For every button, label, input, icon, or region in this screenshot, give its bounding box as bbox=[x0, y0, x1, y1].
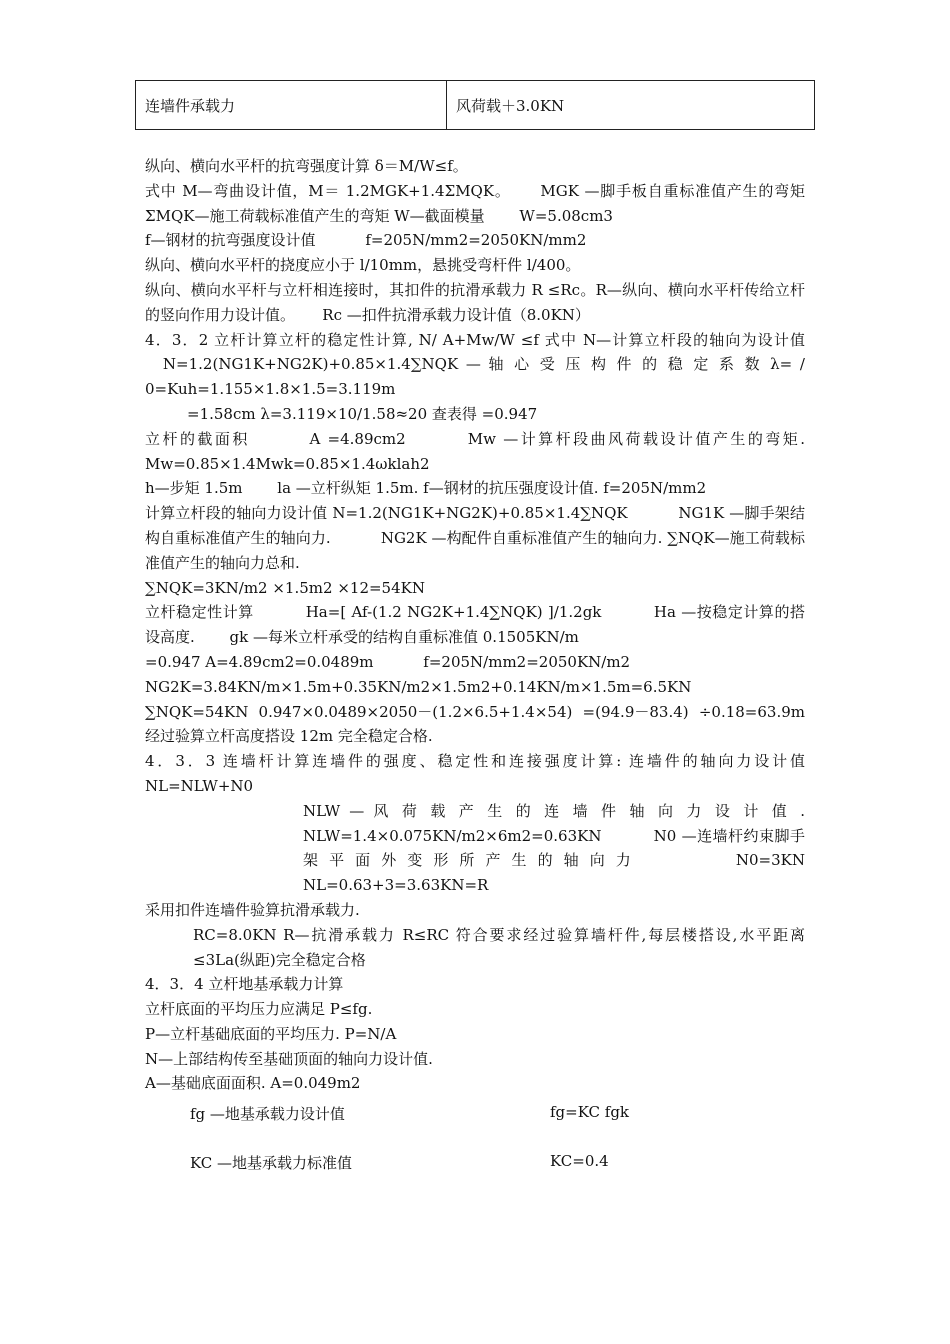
paragraph: NLW — 风 荷 载 产 生 的 连 墙 件 轴 向 力 设 计 值 . NLW=1.4×0.075KN/m2×6m2=0.63KN N0 —连墙杆约束脚手架平面外变形所产生的轴向力 N0=3KN NL=0.63+3=3.63KN=R bbox=[303, 801, 855, 895]
paragraph: 式中 M—弯曲设计值，M＝ 1.2MGK+1.4ΣMQK。 MGK —脚手板自重标准值产生的弯矩 ΣMQK—施工荷载标准值产生的弯矩 W—截面模量 W=5.08cm3 bbox=[145, 181, 805, 225]
paragraph: 纵向、横向水平杆的抗弯强度计算 δ＝M/W≤f。 bbox=[145, 157, 468, 175]
paragraph: P—立杆基础底面的平均压力. P=N/A bbox=[145, 1024, 397, 1043]
paragraph: f—钢材的抗弯强度设计值 f=205N/mm2=2050KN/mm2 bbox=[145, 231, 587, 250]
definition-label: fg —地基承载力设计值 bbox=[190, 1105, 345, 1123]
paragraph: 4．3．3 连墙杆计算连墙件的强度、稳定性和连接强度计算: 连墙件的轴向力设计值 NL=NLW+N0 bbox=[145, 752, 805, 795]
definition-row bbox=[190, 1152, 810, 1173]
definition-value: KC=0.4 bbox=[550, 1152, 609, 1170]
paragraph: NG2K=3.84KN/m×1.5m+0.35KN/m2×1.5m2+0.14KN/m×1.5m=6.5KN ∑NQK=54KN 0.947×0.0489×2050－(1.2×6.5+1.4×54) =(94.9－83.4) ÷0.18=63.9m 经过验算立杆高度搭设 12m 完全稳定合格. bbox=[145, 677, 805, 746]
table-row bbox=[136, 81, 815, 130]
section-heading: 4．3．4 立杆地基承载力计算 bbox=[145, 975, 344, 994]
paragraph: A—基础底面面积. A=0.049m2 bbox=[145, 1074, 361, 1093]
definition-label: KC —地基承载力标准值 bbox=[190, 1154, 353, 1172]
paragraph: h—步矩 1.5m la —立杆纵矩 1.5m. f—钢材的抗压强度设计值. f=205N/mm2 bbox=[145, 479, 707, 498]
paragraph: 计算立杆段的轴向力设计值 N=1.2(NG1K+NG2K)+0.85×1.4∑NQK NG1K —脚手架结构自重标准值产生的轴向力. NG2K —构配件自重标准值产生的轴向力. ∑NQK—施工荷载标准值产生的轴向力总和. bbox=[145, 504, 805, 572]
table-cell-label: 连墙件承载力 bbox=[136, 81, 447, 130]
paragraph: 立杆的截面积 A =4.89cm2 Mw —计算杆段曲风荷载设计值产生的弯矩. Mw=0.85×1.4Mwk=0.85×1.4ωklah2 bbox=[145, 429, 805, 473]
paragraph: 立杆底面的平均压力应满足 P≤fg. bbox=[145, 1000, 373, 1019]
paragraph: 纵向、横向水平杆的挠度应小于 l/10mm，悬挑受弯杆件 l/400。 bbox=[145, 256, 581, 275]
header-table bbox=[135, 80, 815, 130]
definition-value: fg=KC fgk bbox=[550, 1103, 630, 1121]
paragraph: RC=8.0KN R—抗滑承载力 R≤RC 符合要求经过验算墙杆件,每层楼搭设,水平距离≤3La(纵距)完全稳定合格 bbox=[193, 925, 805, 969]
definition-row bbox=[190, 1103, 810, 1124]
paragraph: N—上部结构传至基础顶面的轴向力设计值. bbox=[145, 1049, 433, 1068]
paragraph: 4．3．2 立杆计算立杆的稳定性计算, N/ A+Mw/W ≤f 式中 N—计算立杆段的轴向为设计值 N=1.2(NG1K+NG2K)+0.85×1.4∑NQK — 轴 心 受 压 构 件 的 稳 定 系 数 λ= / 0=Kuh=1.155×1.8×1.5=3.119m bbox=[145, 330, 805, 399]
paragraph: 纵向、横向水平杆与立杆相连接时，其扣件的抗滑承载力 R ≤Rc。R—纵向、横向水平杆传给立杆的竖向作用力设计值。 Rc —扣件抗滑承载力设计值（8.0KN） bbox=[145, 280, 805, 324]
paragraph: 采用扣件连墙件验算抗滑承载力. bbox=[145, 900, 360, 919]
paragraph: =0.947 A=4.89cm2=0.0489m f=205N/mm2=2050KN/m2 bbox=[145, 652, 631, 671]
document-body bbox=[145, 154, 855, 1096]
paragraph: =1.58cm λ=3.119×10/1.58≈20 查表得 =0.947 bbox=[187, 404, 538, 423]
paragraph: ∑NQK=3KN/m2 ×1.5m2 ×12=54KN bbox=[145, 578, 425, 597]
paragraph: 立杆稳定性计算 Ha=[ Af-(1.2 NG2K+1.4∑NQK) ]/1.2gk Ha —按稳定计算的搭设高度. gk —每米立杆承受的结构自重标准值 0.1505KN/m bbox=[145, 603, 805, 647]
table-cell-value: 风荷载＋3.0KN bbox=[447, 81, 815, 130]
